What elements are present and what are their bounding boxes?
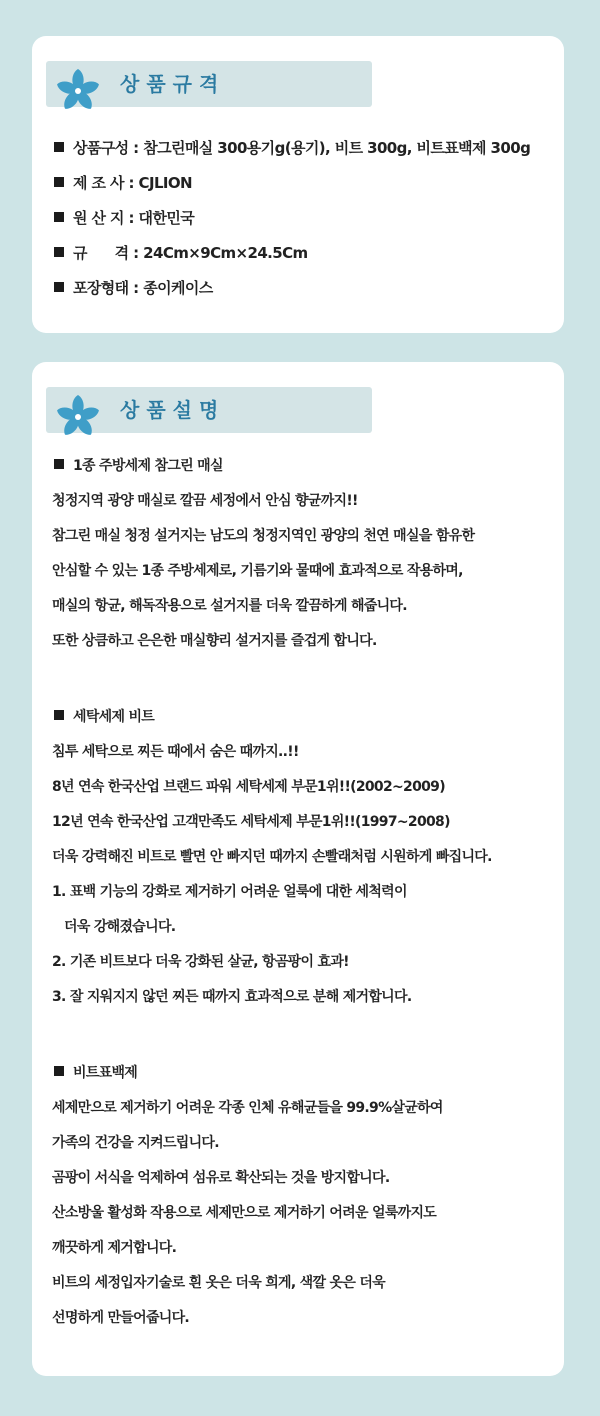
desc-line: 곰팡이 서식을 억제하여 섬유로 확산되는 것을 방지합니다. <box>52 1170 390 1186</box>
spec-item-origin <box>54 206 530 241</box>
spec-item-text: 규 격 : 24Cm×9Cm×24.5Cm <box>73 244 308 262</box>
desc-line: 더욱 강해졌습니다. <box>64 919 176 935</box>
desc-line: 더욱 강력해진 비트로 빨면 안 빠지던 때까지 손빨래처럼 시원하게 빠집니다. <box>52 849 492 865</box>
desc-line: 침투 세탁으로 찌든 때에서 숨은 때까지..!! <box>52 744 299 760</box>
square-bullet-icon <box>54 459 64 469</box>
desc-line: 12년 연속 한국산업 고객만족도 세탁세제 부문1위!!(1997~2008) <box>52 814 450 830</box>
spec-card <box>32 36 564 333</box>
square-bullet-icon <box>54 710 64 720</box>
desc-line: 매실의 항균, 해독작용으로 설거지를 더욱 깔끔하게 해줍니다. <box>52 598 407 614</box>
desc-body <box>52 454 557 1382</box>
section-laundry-detergent <box>52 705 557 1020</box>
flower-icon <box>54 67 102 115</box>
spec-item-text: 상품구성 : 참그린매실 300용기g(용기), 비트 300g, 비트표백제 300g <box>73 139 531 157</box>
desc-card <box>32 362 564 1376</box>
spec-item-manufacturer <box>54 171 530 206</box>
desc-line: 세제만으로 제거하기 어려운 각종 인체 유해균들을 99.9%살균하여 <box>52 1100 443 1116</box>
desc-line: 비트의 세정입자기술로 흰 옷은 더욱 희게, 색깔 옷은 더욱 <box>52 1275 385 1291</box>
desc-line: 선명하게 만들어줍니다. <box>52 1310 190 1326</box>
desc-line: 참그린 매실 청정 설거지는 남도의 청정지역인 광양의 천연 매실을 함유한 <box>52 528 475 544</box>
spec-item-size <box>54 241 530 276</box>
desc-line: 또한 상큼하고 은은한 매실향리 설거지를 즐겁게 합니다. <box>52 633 377 649</box>
section-heading-text: 1종 주방세제 참그린 매실 <box>73 458 223 474</box>
section-heading <box>52 454 557 489</box>
section-bleach <box>52 1061 557 1341</box>
square-bullet-icon <box>54 142 64 152</box>
spec-header-bar <box>46 61 372 107</box>
desc-line: 산소방울 활성화 작용으로 세제만으로 제거하기 어려운 얼룩까지도 <box>52 1205 437 1221</box>
desc-line: 8년 연속 한국산업 브랜드 파워 세탁세제 부문1위!!(2002~2009) <box>52 779 445 795</box>
section-heading <box>52 1061 557 1096</box>
square-bullet-icon <box>54 212 64 222</box>
spec-item-text: 제 조 사 : CJLION <box>73 174 192 192</box>
section-heading-text: 비트표백제 <box>73 1065 138 1081</box>
desc-header-bar <box>46 387 372 433</box>
desc-line: 1. 표백 기능의 강화로 제거하기 어려운 얼룩에 대한 세척력이 <box>52 884 407 900</box>
spec-item-composition <box>54 136 530 171</box>
desc-title: 상품설명 <box>120 398 226 422</box>
desc-line: 2. 기존 비트보다 더욱 강화된 살균, 항곰팡이 효과! <box>52 954 349 970</box>
desc-line: 가족의 건강을 지켜드립니다. <box>52 1135 219 1151</box>
desc-line: 깨끗하게 제거합니다. <box>52 1240 177 1256</box>
spec-item-text: 원 산 지 : 대한민국 <box>73 209 195 227</box>
section-heading-text: 세탁세제 비트 <box>73 709 155 725</box>
spec-title: 상품규격 <box>120 72 226 96</box>
square-bullet-icon <box>54 282 64 292</box>
spec-item-text: 포장형태 : 종이케이스 <box>73 279 213 297</box>
desc-line: 청정지역 광양 매실로 깔끔 세정에서 안심 향균까지!! <box>52 493 358 509</box>
square-bullet-icon <box>54 177 64 187</box>
section-heading <box>52 705 557 740</box>
square-bullet-icon <box>54 1066 64 1076</box>
square-bullet-icon <box>54 247 64 257</box>
spec-item-packaging <box>54 276 530 311</box>
desc-line: 안심할 수 있는 1종 주방세제로, 기름기와 물때에 효과적으로 작용하며, <box>52 563 463 579</box>
section-dish-detergent <box>52 454 557 664</box>
desc-line: 3. 잘 지워지지 않던 찌든 때까지 효과적으로 분해 제거합니다. <box>52 989 412 1005</box>
flower-icon <box>54 393 102 441</box>
spec-list <box>54 136 530 311</box>
